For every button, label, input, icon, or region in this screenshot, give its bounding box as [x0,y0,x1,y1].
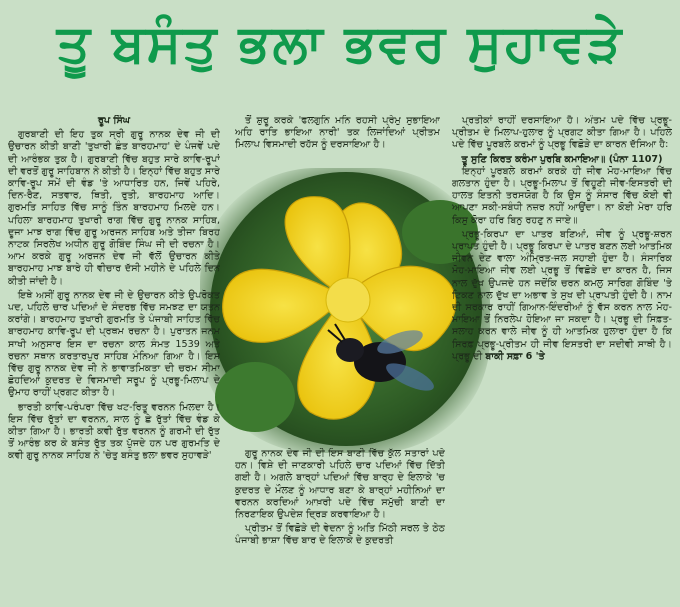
paragraph: ਗੁਰਬਾਣੀ ਦੀ ਇਹ ਤੁਕ ਸ੍ਰੀ ਗੁਰੂ ਨਾਨਕ ਦੇਵ ਜੀ ਦੀ ਉਚਾਰਨ ਕੀਤੀ ਬਾਣੀ 'ਤੁਖਾਰੀ ਛੰਤ ਬਾਰਹਮਾਹ' ਦੇ ਪੰਜਵੇਂ ਪਦੇ ਦੀ ਆਰੰਭਕ ਤੁਕ ਹੈ। ਗੁਰਬਾਣੀ ਵਿੱਚ ਬਹੁਤ ਸਾਰੇ ਕਾਵਿ-ਰੂਪਾਂ ਦੀ ਵਰਤੋਂ ਗੁਰੂ ਸਾਹਿਬਾਨ ਨੇ ਕੀਤੀ ਹੈ। ਇਨ੍ਹਾਂ ਵਿੱਚ ਬਹੁਤ ਸਾਰੇ ਕਾਵਿ-ਰੂਪ ਸਮੇਂ ਦੀ ਵੰਡ 'ਤੇ ਆਧਾਰਿਤ ਹਨ, ਜਿਵੇਂ ਪਹਿਰੇ, ਦਿਨ-ਰੈਣ, ਸਤਵਾਰ, ਥਿਤੀ, ਰੁਤੀ, ਬਾਰਹਮਾਹ ਆਦਿ। ਗੁਰਮਤਿ ਸਾਹਿਤ ਵਿੱਚ ਸਾਨੂੰ ਤਿੰਨ ਬਾਰਹਮਾਹ ਮਿਲਦੇ ਹਨ। ਪਹਿਲਾ ਬਾਰਹਮਾਹ ਤੁਖਾਰੀ ਰਾਗ ਵਿੱਚ ਗੁਰੂ ਨਾਨਕ ਸਾਹਿਬ, ਦੂਜਾ ਮਾਝ ਰਾਗ ਵਿੱਚ ਗੁਰੂ ਅਰਜਨ ਸਾਹਿਬ ਅਤੇ ਤੀਜਾ ਬਿਰਹ ਨਾਟਕ ਸਿਰਲੇਖ ਅਧੀਨ ਗੁਰੂ ਗੋਬਿੰਦ ਸਿੰਘ ਜੀ ਦੀ ਰਚਨਾ ਹੈ। ਆਮ ਕਰਕੇ ਗੁਰੂ ਅਰਜਨ ਦੇਵ ਜੀ ਵੱਲੋਂ ਉਚਾਰਨ ਕੀਤੇ ਬਾਰਹਮਾਹ ਮਾਝ ਬਾਰੇ ਹੀ ਵੀਚਾਰ ਦੱਸੀ ਮਹੀਨੇ ਦੇ ਪਹਿਲੇ ਦਿਨ ਕੀਤੀ ਜਾਂਦੀ ਹੈ। [8,129,220,287]
continued-on-page: ਬਾਕੀ ਸਫ਼ਾ 6 'ਤੇ [485,350,545,362]
paragraph [452,229,672,363]
paragraph-text: ਪ੍ਰਭੂ-ਕਿਰਪਾ ਦਾ ਪਾਤਰ ਬਣਿਆਂ, ਜੀਵ ਨੂੰ ਪ੍ਰਭੂ-ਸ਼ਰਨ ਪ੍ਰਾਪਤ ਹੁੰਦੀ ਹੈ। ਪ੍ਰਭੂ ਕਿਰਪਾ ਦੇ ਪਾਤਰ ਬਣਨ ਲਈ ਆਤਮਿਕ ਜੀਵਨ ਦੇਣ ਵਾਲਾ ਅੰਮ੍ਰਿਤ-ਜਲ ਸਹਾਈ ਹੁੰਦਾ ਹੈ। ਸੰਸਾਰਿਕ ਮੋਹ-ਮਾਇਆ ਜੀਵ ਲਈ ਪ੍ਰਭੂ ਤੋਂ ਵਿਛੋੜੇ ਦਾ ਕਾਰਨ ਹੈ, ਜਿਸ ਨਾਲ ਦੁੱਖ ਉਪਜਦੇ ਹਨ ਜਦੋਂਕਿ ਚਰਨ ਕਮਲੁ ਸਾਰਿਗ ਗੋਬਿੰਦ 'ਤੇ ਟਿਕਣ ਨਾਲ ਦੁੱਖ ਦਾ ਅਭਾਵ ਤੇ ਸੁਖ ਦੀ ਪ੍ਰਾਪਤੀ ਹੁੰਦੀ ਹੈ। ਨਾਮ ਦੀ ਸਰਕਾਰ ਰਾਹੀਂ ਗਿਆਨ-ਇੰਦਰੀਆਂ ਨੂੰ ਵੱਸ ਕਰਨ ਨਾਲ ਮੋਹ-ਮਾਇਆ ਤੋਂ ਨਿਰਲੇਪ ਹੋਇਆ ਜਾ ਸਕਦਾ ਹੈ। ਪ੍ਰਭੂ ਦੀ ਸਿਫ਼ਤ-ਸਲਾਹ ਕਰਨ ਵਾਲੇ ਜੀਵ ਨੂੰ ਹੀ ਆਤਮਿਕ ਹੁਲਾਰਾ ਹੁੰਦਾ ਹੈ ਕਿ ਸਿਰਫ਼ ਪ੍ਰਭੂ-ਪ੍ਰੀਤਮ ਹੀ ਜੀਵ ਇਸਤਰੀ ਦਾ ਸਦੀਵੀ ਸਾਥੀ ਹੈ। ਪ੍ਰਭੂ ਦੀ [452,228,672,362]
paragraph: ਇਥੇ ਅਸੀਂ ਗੁਰੂ ਨਾਨਕ ਦੇਵ ਜੀ ਦੇ ਉਚਾਰਨ ਕੀਤੇ ਉਪਰੋਕਤ ਪਦ, ਪਹਿਲੇ ਚਾਰ ਪਦਿਆਂ ਦੇ ਸੰਦਰਭ ਵਿੱਚ ਸਮਝਣ ਦਾ ਯਤਨ ਕਰਾਂਗੇ। ਬਾਰਹਮਾਹ ਤੁਖਾਰੀ ਗੁਰਮਤਿ ਤੇ ਪੰਜਾਬੀ ਸਾਹਿਤ ਵਿੱਚ ਬਾਰਹਮਾਹ ਕਾਵਿ-ਰੂਪ ਦੀ ਪ੍ਰਥਮ ਰਚਨਾ ਹੈ। ਪੁਰਾਤਨ ਜਨਮ ਸਾਖੀ ਅਨੁਸਾਰ ਇਸ ਦਾ ਰਚਨਾ ਕਾਲ ਸੰਮਤ 1539 ਅਤੇ ਰਚਨਾ ਸਥਾਨ ਕਰਤਾਰਪੁਰ ਸਾਹਿਬ ਮੰਨਿਆ ਗਿਆ ਹੈ। ਇਸ ਵਿੱਚ ਗੁਰੂ ਨਾਨਕ ਦੇਵ ਜੀ ਨੇ ਭਾਵਾਤਮਿਕਤਾ ਦੀ ਚਰਮ ਸੀਮਾ ਛੋਹਦਿਆਂ ਕੁਦਰਤ ਦੇ ਵਿਸਮਾਦੀ ਸਰੂਪ ਨੂੰ ਪ੍ਰਭੂ-ਮਿਲਾਪ ਦੇ ਉਮਾਹ ਰਾਹੀਂ ਪ੍ਰਗਟ ਕੀਤਾ ਹੈ। [8,289,220,399]
paragraph: ਪ੍ਰੀਤਮ ਤੋਂ ਵਿਛੋੜੇ ਦੀ ਵੇਦਨਾ ਨੂੰ ਅਤਿ ਮਿੱਠੀ ਸਰਲ ਤੇ ਠੇਠ ਪੰਜਾਬੀ ਭਾਸ਼ਾ ਵਿੱਚ ਬਾਰ ਦੇ ਇਲਾਕੇ ਦੇ ਕੁਦਰਤੀ [235,523,445,547]
column-1 [8,115,220,600]
byline: ਰੂਪ ਸਿੰਘ [97,115,131,126]
paragraph: ਪ੍ਰਤੀਕਾਂ ਰਾਹੀਂ ਦਰਸਾਇਆ ਹੈ। ਅੰਤਮ ਪਦੇ ਵਿੱਚ ਪ੍ਰਭੂ-ਪ੍ਰੀਤਮ ਦੇ ਮਿਲਾਪ-ਹੁਲਾਰ ਨੂੰ ਪ੍ਰਗਟ ਕੀਤਾ ਗਿਆ ਹੈ। ਪਹਿਲੇ ਪਦੇ ਵਿੱਚ ਪੂਰਬਲੇ ਕਰਮਾਂ ਨੂੰ ਪ੍ਰਭੂ ਵਿਛੋੜੇ ਦਾ ਕਾਰਨ ਦੱਸਿਆ ਹੈ: [452,115,672,151]
paragraph: ਭਾਰਤੀ ਕਾਵਿ-ਪਰੰਪਰਾ ਵਿੱਚ ਖਟ-ਰਿਤੂ ਵਰਨਨ ਮਿਲਦਾ ਹੈ। ਇਸ ਵਿੱਚ ਰੁੱਤਾਂ ਦਾ ਵਰਨਨ, ਸਾਲ ਨੂੰ ਛੇ ਰੁੱਤਾਂ ਵਿੱਚ ਵੰਡ ਕੇ ਕੀਤਾ ਗਿਆ ਹੈ। ਭਾਰਤੀ ਕਵੀ ਰੁੱਤ ਵਰਨਨ ਨੂੰ ਗਰਮੀ ਦੀ ਰੁੱਤ ਤੋਂ ਆਰੰਭ ਕਰ ਕੇ ਬਸੰਤ ਰੁੱਤ ਤਕ ਪੁੱਜਦੇ ਹਨ ਪਰ ਗੁਰਮਤਿ ਦੇ ਕਵੀ ਗੁਰੂ ਨਾਨਕ ਸਾਹਿਬ ਨੇ 'ਚੇਤੁ ਬਸੰਤੁ ਭਲਾ ਭਵਰ ਸੁਹਾਵੜੇ' [8,401,220,462]
headline: ਤੂ ਬਸੰਤੁ ਭਲਾ ਭਵਰ ਸੁਹਾਵੜੇ [56,14,624,74]
column-2-top [235,115,440,167]
column-3 [452,115,672,600]
paragraph: ਇਨ੍ਹਾਂ ਪੂਰਬਲੇ ਕਰਮਾਂ ਕਰਕੇ ਹੀ ਜੀਵ ਮੋਹ-ਮਾਇਆ ਵਿੱਚ ਗਲਤਾਨ ਹੁੰਦਾ ਹੈ। ਪ੍ਰਭੂ-ਮਿਲਾਪ ਤੋਂ ਵਿਹੂਣੀ ਜੀਵ-ਇਸਤਰੀ ਦੀ ਹਾਲਤ ਇਤਨੀ ਤਰਸਯੋਗ ਹੈ ਕਿ ਉਸ ਨੂੰ ਸੰਸਾਰ ਵਿੱਚ ਕੋਈ ਵੀ ਆਪਣਾ ਸਕੀ-ਸਬੰਧੀ ਨਜ਼ਰ ਨਹੀਂ ਆਉਂਦਾ। ਨਾ ਕੋਈ ਮੇਰਾ ਹਰਿ ਕਿਸੁ ਕੋਰਾ ਹਰਿ ਬਿਨੁ ਰਹਣੁ ਨ ਜਾਏ॥ [452,165,672,226]
paragraph: ਤੋਂ ਸ਼ੁਰੂ ਕਰਕੇ 'ਫਲਗੁਨਿ ਮਨਿ ਰਹਸੀ ਪ੍ਰੇਮੁ ਸੁਭਾਇਆ ਅਹਿ ਰਾਤਿ ਭਾਇਆ ਨਾਰੀ' ਤਕ ਲਿਜਾਂਦਿਆਂ ਪ੍ਰੀਤਮ ਮਿਲਾਪ ਵਿਸਮਾਦੀ ਰਹੱਸ ਨੂੰ ਦਰਸਾਇਆ ਹੈ। [235,115,440,151]
column-2-bottom [235,448,445,600]
paragraph: ਗੁਰੂ ਨਾਨਕ ਦੇਵ ਜੀ ਦੀ ਇਸ ਬਾਣੀ ਵਿੱਚ ਕੁੱਲ ਸਤਾਰਾਂ ਪਦੇ ਹਨ। ਵਿਸ਼ੇ ਦੀ ਜਾਣਕਾਰੀ ਪਹਿਲੇ ਚਾਰ ਪਦਿਆਂ ਵਿੱਚ ਦਿੱਤੀ ਗਈ ਹੈ। ਅਗਲੇ ਬਾਰ੍ਹਾਂ ਪਦਿਆਂ ਵਿੱਚ ਬਾਰ੍ਹ ਦੇ ਇਲਾਕੇ 'ਚ ਕੁਦਰਤ ਦੇ ਮੌਲਣ ਨੂੰ ਆਧਾਰ ਬਣਾ ਕੇ ਬਾਰ੍ਹਾਂ ਮਹੀਨਿਆਂ ਦਾ ਵਰਨਨ ਕਰਦਿਆਂ ਆਖ਼ਰੀ ਪਦੇ ਵਿੱਚ ਸਮੁੱਚੀ ਬਾਣੀ ਦਾ ਨਿਰਣਾਇਕ ਉਪਦੇਸ਼ ਦ੍ਰਿੜ ਕਰਵਾਇਆ ਹੈ। [235,448,445,521]
scripture-quote: ਤੂ ਸੁਣਿ ਕਿਰਤ ਕਰੰਮਾ ਪੁਰਬਿ ਕਮਾਇਆ॥ (ਪੰਨਾ 1107) [461,153,663,165]
flower-bee-photo [210,172,482,447]
